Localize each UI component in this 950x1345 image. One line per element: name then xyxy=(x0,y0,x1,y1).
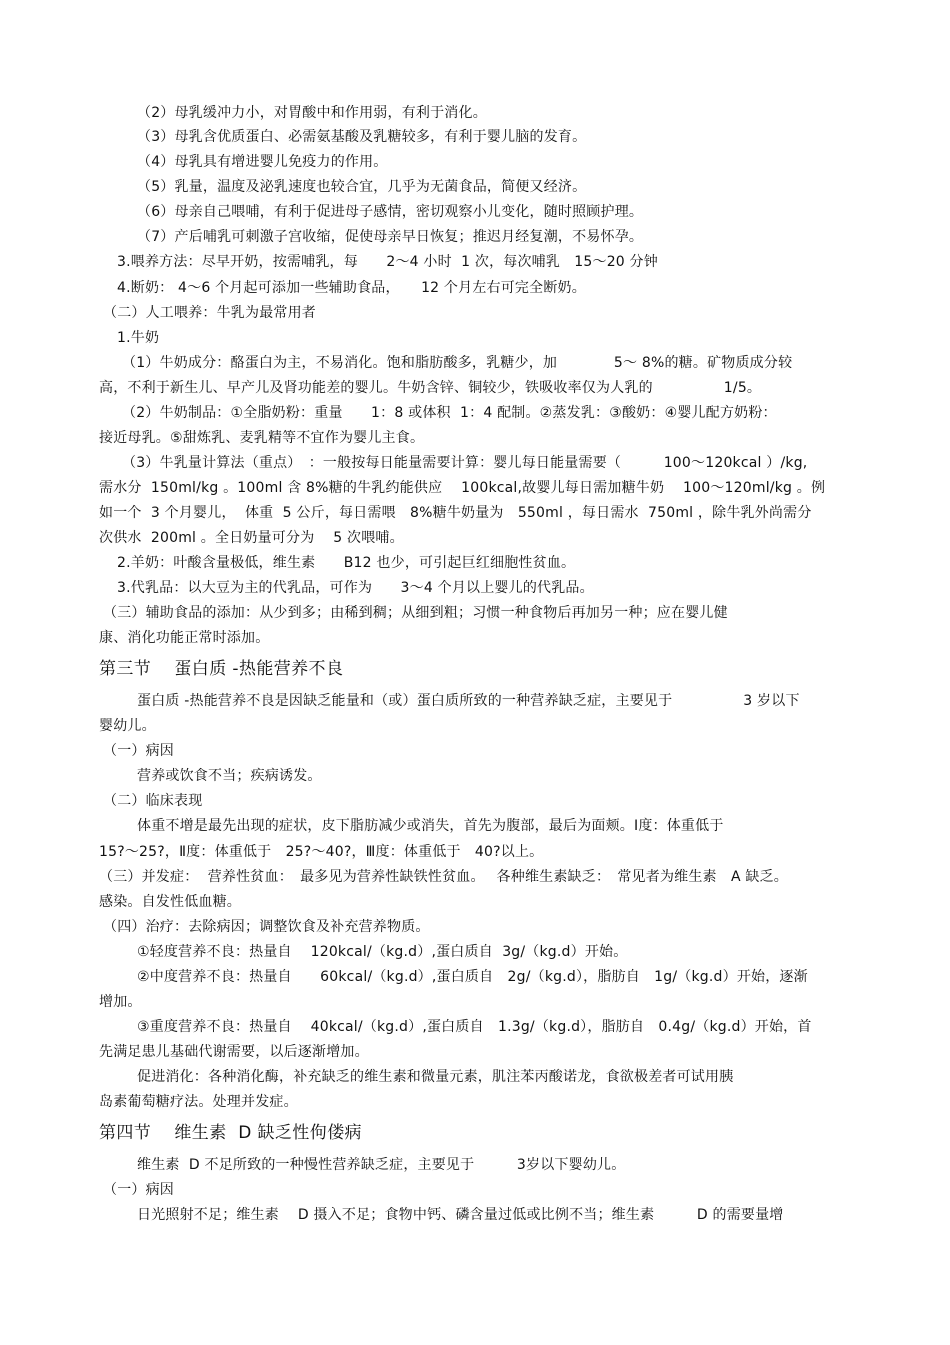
treatment-moderate-line: 增加。 xyxy=(99,994,142,1010)
section4-intro: 维生素 D 不足所致的一种慢性营养缺乏症，主要见于 3岁以下婴幼儿。 xyxy=(137,1157,626,1173)
milk-calculation-line: 如一个 3 个月婴儿， 体重 5 公斤，每日需喂 8%糖牛奶量为 550ml ，每日需水 750ml ，除牛乳外尚需分 xyxy=(99,505,812,521)
milk-calculation-line: 次供水 200ml 。全日奶量可分为 5 次喂哺。 xyxy=(99,530,404,546)
milk-products-line: 接近母乳。⑤甜炼乳、麦乳精等不宜作为婴儿主食。 xyxy=(99,430,425,446)
breastfeeding-point: （6）母亲自己喂哺，有利于促进母子感情，密切观察小儿变化，随时照顾护理。 xyxy=(137,204,644,220)
digestion-line: 岛素葡萄糖疗法。处理并发症。 xyxy=(99,1094,298,1110)
cause-text: 营养或饮食不当；疾病诱发。 xyxy=(137,768,322,784)
section3-heading: 第三节 蛋白质 -热能营养不良 xyxy=(99,659,344,679)
breastfeeding-point: （4）母乳具有增进婴儿免疫力的作用。 xyxy=(137,154,388,170)
complication-line: （三）并发症： 营养性贫血： 最多见为营养性缺铁性贫血。 各种维生素缺乏： 常见者为维生素 A 缺乏。 xyxy=(99,869,788,885)
cause-heading: （一）病因 xyxy=(103,1182,174,1198)
breastfeeding-point: （3）母乳含优质蛋白、必需氨基酸及乳糖较多，有利于婴儿脑的发育。 xyxy=(137,129,587,145)
complication-line: 感染。自发性低血糖。 xyxy=(99,894,241,910)
cow-milk-heading: 1.牛奶 xyxy=(117,330,160,346)
cause-text: 日光照射不足；维生素 D 摄入不足；食物中钙、磷含量过低或比例不当；维生素 D 的需要量增 xyxy=(137,1207,784,1223)
weaning: 4.断奶： 4～6 个月起可添加一些辅助食品， 12 个月左右可完全断奶。 xyxy=(117,280,586,296)
treatment-severe-line: 先满足患儿基础代谢需要，以后逐渐增加。 xyxy=(99,1044,369,1060)
digestion-line: 促进消化：各种消化酶，补充缺乏的维生素和微量元素，肌注苯丙酸诺龙，食欲极差者可试用胰 xyxy=(137,1069,734,1085)
milk-substitute: 3.代乳品：以大豆为主的代乳品，可作为 3～4 个月以上婴儿的代乳品。 xyxy=(117,580,594,596)
feeding-method: 3.喂养方法：尽早开奶，按需哺乳，每 2～4 小时 1 次，每次哺乳 15～20 分钟 xyxy=(117,254,658,270)
breastfeeding-point: （2）母乳缓冲力小，对胃酸中和作用弱，有利于消化。 xyxy=(137,105,487,121)
treatment-severe-line: ③重度营养不良：热量自 40kcal/（kg.d）,蛋白质自 1.3g/（kg.d），脂肪自 0.4g/（kg.d）开始，首 xyxy=(137,1019,812,1035)
section4-heading: 第四节 维生素 D 缺乏性佝偻病 xyxy=(99,1123,362,1143)
supplementary-food-line: （三）辅助食品的添加：从少到多；由稀到稠；从细到粗；习惯一种食物后再加另一种；应在婴儿健 xyxy=(103,605,728,621)
treatment-moderate-line: ②中度营养不良：热量自 60kcal/（kg.d）,蛋白质自 2g/（kg.d），脂肪自 1g/（kg.d）开始，逐渐 xyxy=(137,969,808,985)
milk-calculation-line: （3）牛乳量计算法（重点） ：一般按每日能量需要计算：婴儿每日能量需要（ 100～120kcal ）/kg, xyxy=(122,455,808,471)
section3-intro-line: 蛋白质 -热能营养不良是因缺乏能量和（或）蛋白质所致的一种营养缺乏症，主要见于 3 岁以下 xyxy=(137,693,800,709)
clinical-heading: （二）临床表现 xyxy=(103,793,203,809)
supplementary-food-line: 康、消化功能正常时添加。 xyxy=(99,630,270,646)
cause-heading: （一）病因 xyxy=(103,743,174,759)
milk-composition-line: 高，不利于新生儿、早产儿及肾功能差的婴儿。牛奶含锌、铜较少，铁吸收率仅为人乳的 1/5。 xyxy=(99,380,762,396)
milk-calculation-line: 需水分 150ml/kg 。100ml 含 8%糖的牛乳约能供应 100kcal,故婴儿每日需加糖牛奶 100～120ml/kg 。例 xyxy=(99,480,826,496)
treatment-heading: （四）治疗：去除病因；调整饮食及补充营养物质。 xyxy=(103,919,430,935)
breastfeeding-point: （7）产后哺乳可刺激子宫收缩，促使母亲早日恢复；推迟月经复潮，不易怀孕。 xyxy=(137,229,644,245)
milk-products-line: （2）牛奶制品：①全脂奶粉：重量 1：8 或体积 1：4 配制。②蒸发乳：③酸奶：④婴儿配方奶粉： xyxy=(122,405,777,421)
breastfeeding-point: （5）乳量，温度及泌乳速度也较合宜，几乎为无菌食品，简便又经济。 xyxy=(137,179,587,195)
clinical-text-line: 15?～25?，Ⅱ度：体重低于 25?～40?，Ⅲ度：体重低于 40?以上。 xyxy=(99,844,544,860)
artificial-feeding-heading: （二）人工喂养：牛乳为最常用者 xyxy=(103,305,316,321)
section3-intro-line: 婴幼儿。 xyxy=(99,718,156,734)
treatment-mild: ①轻度营养不良：热量自 120kcal/（kg.d）,蛋白质自 3g/（kg.d）开始。 xyxy=(137,944,628,960)
clinical-text-line: 体重不增是最先出现的症状，皮下脂肪减少或消失，首先为腹部，最后为面颊。Ⅰ度：体重低于 xyxy=(137,818,724,834)
goat-milk: 2.羊奶：叶酸含量极低，维生素 B12 也少，可引起巨红细胞性贫血。 xyxy=(117,555,576,571)
milk-composition-line: （1）牛奶成分：酪蛋白为主，不易消化。饱和脂肪酸多，乳糖少，加 5～ 8%的糖。矿物质成分较 xyxy=(122,355,793,371)
